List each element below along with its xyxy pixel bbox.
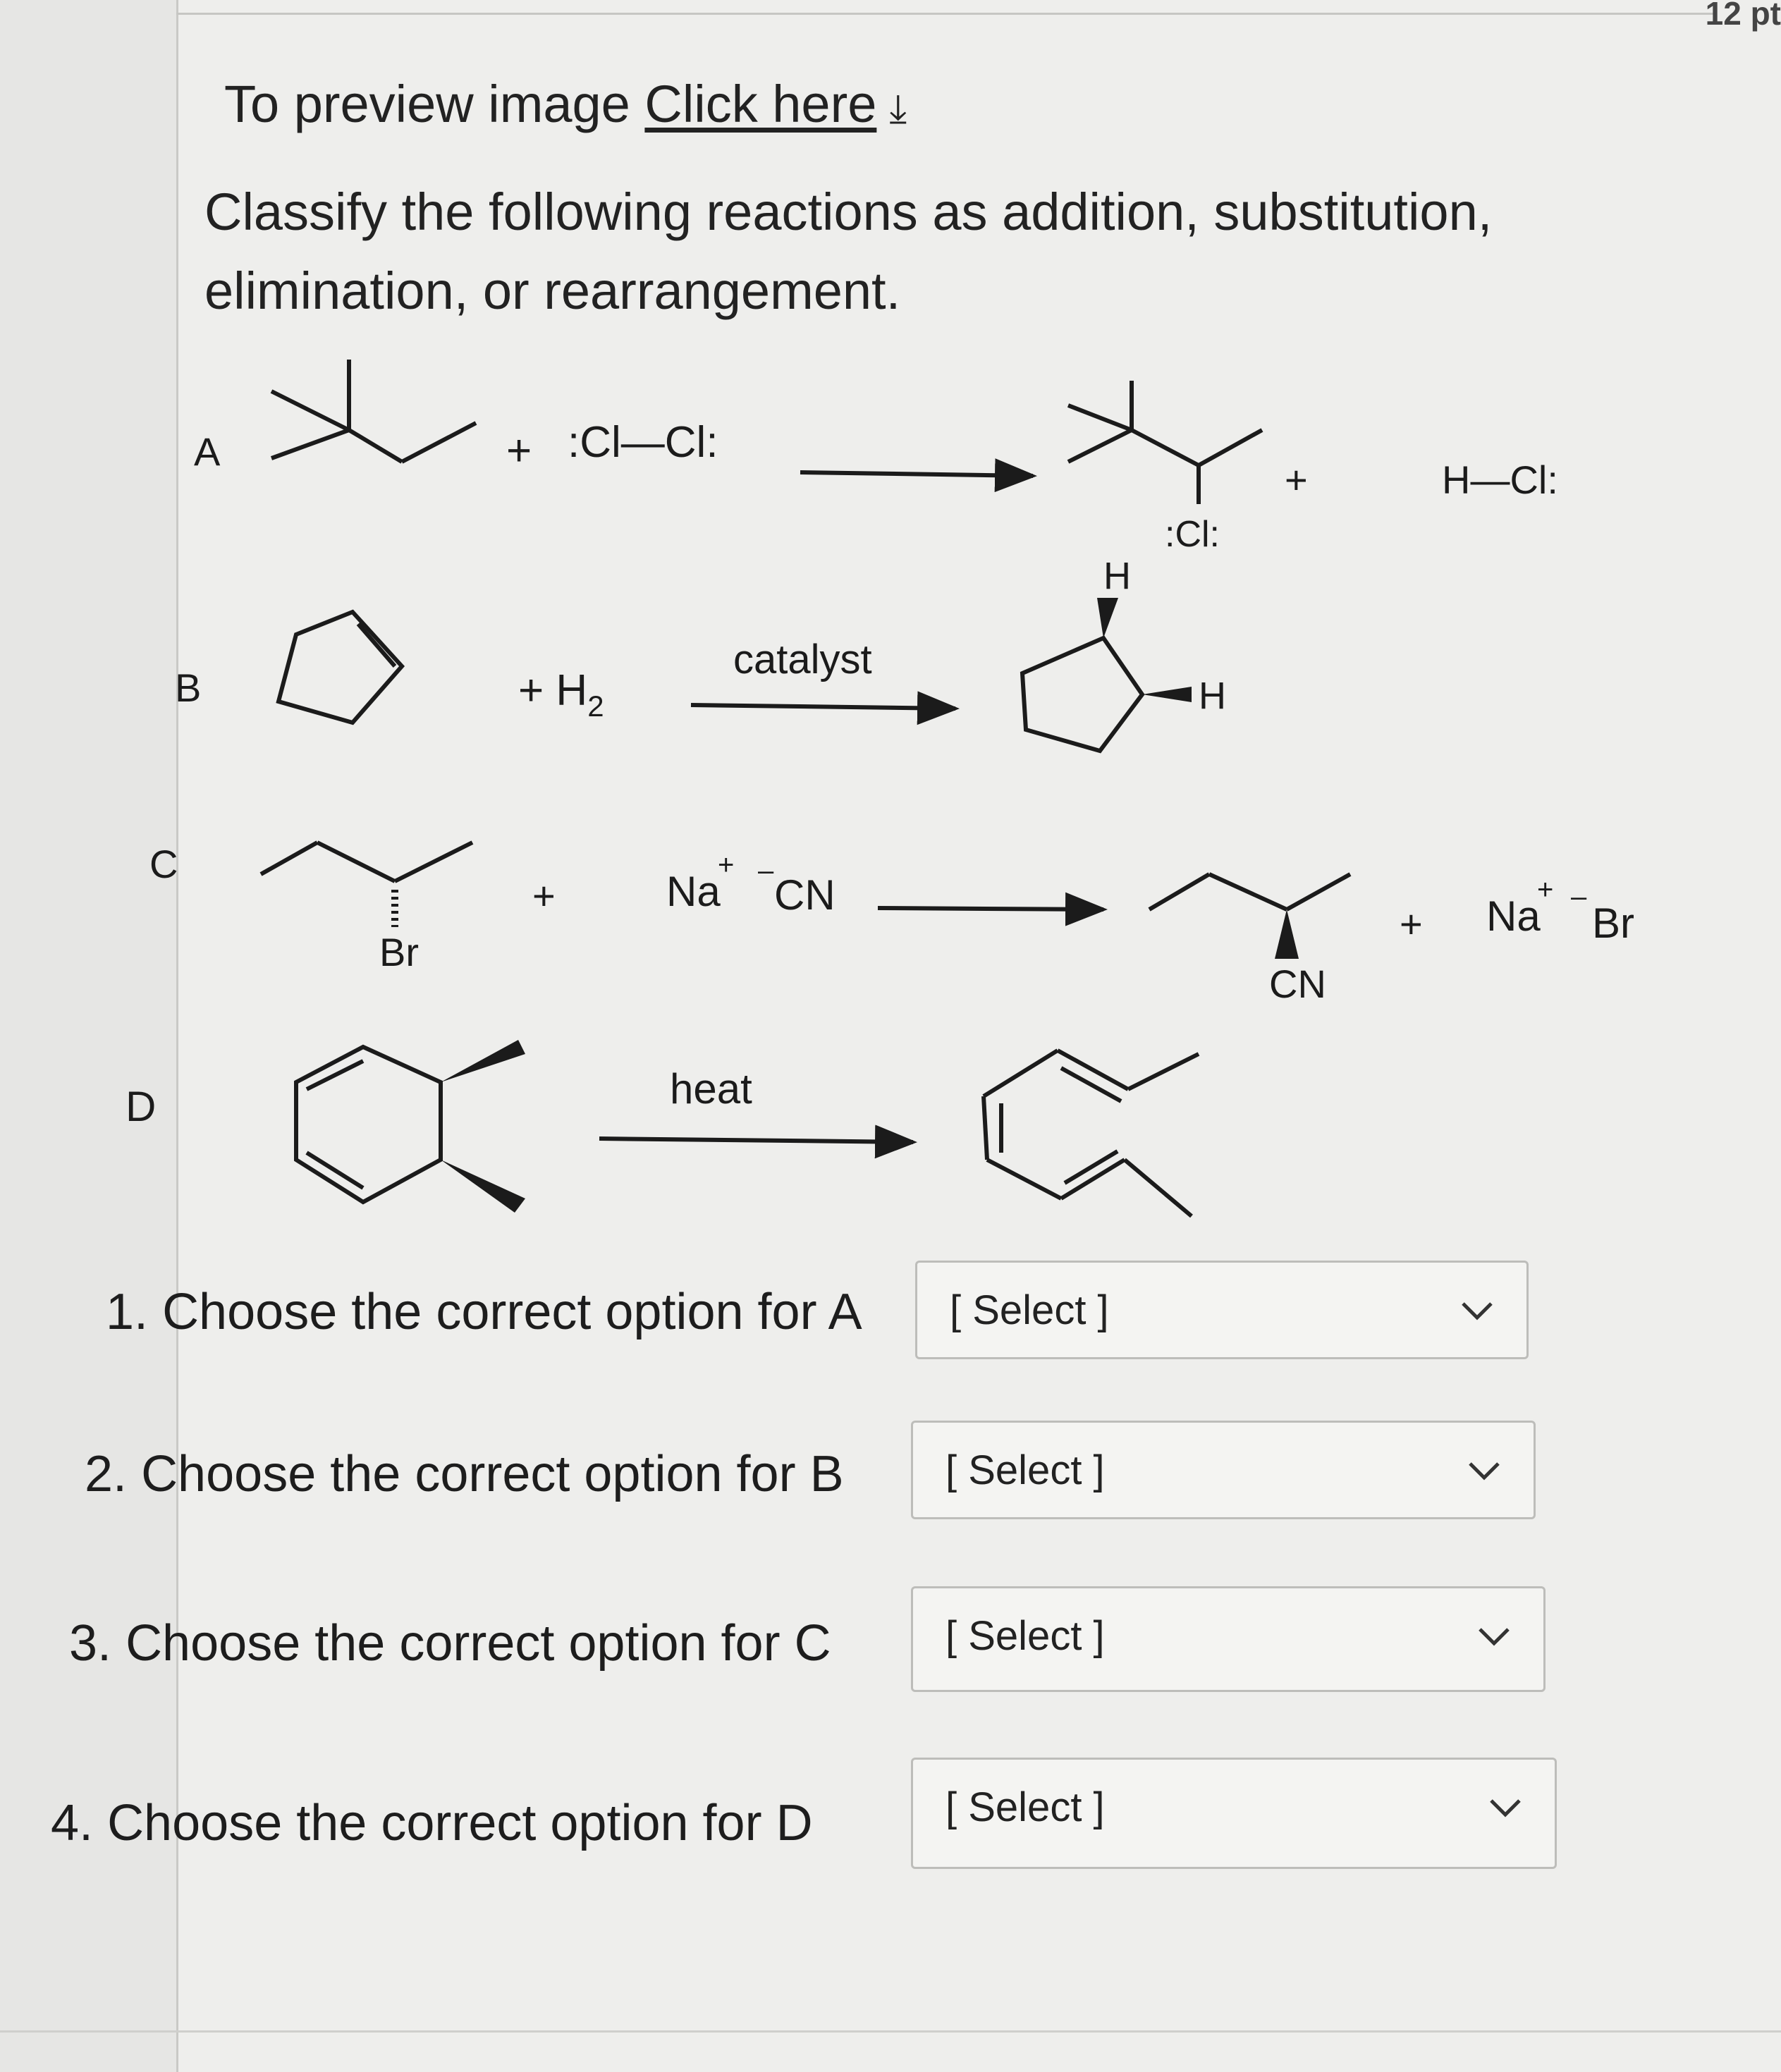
question-d: 4. Choose the correct option for D	[51, 1795, 813, 1851]
reactant-c-molecule	[261, 842, 472, 927]
reaction-a-label: A	[194, 429, 221, 474]
byproduct-c-minus-charge: –	[1571, 881, 1587, 912]
reactant-c-bromine: Br	[379, 930, 419, 974]
chevron-down-icon	[1456, 1289, 1498, 1332]
reactant-b-cyclopentene	[279, 612, 402, 723]
chevron-down-icon	[1484, 1786, 1526, 1829]
byproduct-c-plus-charge: +	[1537, 874, 1554, 905]
reaction-d-condition: heat	[670, 1065, 752, 1112]
select-c[interactable]	[911, 1586, 1546, 1692]
reaction-b-arrow	[691, 705, 955, 709]
product-b-h-top: H	[1103, 555, 1131, 597]
reaction-c-label: C	[149, 842, 178, 886]
reaction-c-plus: +	[532, 873, 556, 918]
product-a-chlorine: :Cl:	[1165, 514, 1220, 555]
reaction-a-reagent: :Cl—Cl:	[568, 418, 718, 467]
select-c-value: [ Select ]	[945, 1613, 1105, 1659]
reaction-b-condition: catalyst	[733, 637, 872, 682]
select-d-value: [ Select ]	[945, 1784, 1105, 1830]
reaction-a-plus: +	[506, 427, 532, 475]
reactant-a-molecule	[271, 360, 476, 462]
product-c-cyanide: CN	[1269, 962, 1326, 1006]
chevron-down-icon	[1463, 1449, 1505, 1492]
reaction-b-label: B	[175, 666, 202, 710]
question-a: 1. Choose the correct option for A	[106, 1284, 862, 1340]
reagent-c-cation: Na	[666, 868, 721, 915]
byproduct-a: H—Cl:	[1442, 458, 1558, 502]
reaction-a	[194, 360, 1558, 555]
chevron-down-icon	[1473, 1615, 1515, 1657]
preview-prefix: To preview image	[224, 75, 645, 133]
points-label: 12 pt	[1705, 0, 1781, 32]
select-d[interactable]	[911, 1758, 1557, 1869]
byproduct-c-anion: Br	[1592, 900, 1634, 947]
select-b[interactable]	[911, 1421, 1536, 1519]
select-b-value: [ Select ]	[945, 1447, 1105, 1493]
reaction-c	[149, 842, 1634, 1006]
select-a-value: [ Select ]	[950, 1287, 1109, 1333]
product-b-h-right: H	[1199, 675, 1226, 717]
question-c: 3. Choose the correct option for C	[69, 1615, 831, 1672]
reaction-c-arrow	[878, 908, 1103, 909]
reaction-b-reagent: + $H_2$	[518, 666, 604, 723]
product-a-plus: +	[1285, 458, 1308, 502]
reagent-c-plus-charge: +	[718, 850, 735, 881]
reaction-d-label: D	[126, 1083, 157, 1130]
preview-link[interactable]: Click here	[644, 75, 877, 133]
select-a[interactable]	[915, 1261, 1529, 1359]
reaction-a-arrow	[800, 472, 1033, 476]
reaction-d	[126, 1040, 1199, 1216]
question-b: 2. Choose the correct option for B	[85, 1446, 844, 1502]
product-c-molecule	[1149, 874, 1350, 959]
product-c-plus: +	[1400, 902, 1423, 946]
product-b-cyclopentane	[1022, 598, 1192, 751]
reaction-b	[175, 555, 1226, 751]
reaction-d-arrow	[599, 1139, 913, 1142]
product-d-molecule	[984, 1050, 1199, 1216]
question-prompt: Classify the following reactions as addition, substitution, elimination, or rearrangement.	[204, 183, 1493, 320]
byproduct-c-cation: Na	[1486, 893, 1541, 940]
reagent-c-anion: CN	[774, 871, 836, 919]
product-a-molecule	[1068, 381, 1262, 504]
reactant-d-molecule	[296, 1040, 525, 1213]
reagent-c-minus-charge: –	[758, 855, 774, 886]
download-arrow-icon[interactable]: ⤓	[889, 86, 907, 130]
